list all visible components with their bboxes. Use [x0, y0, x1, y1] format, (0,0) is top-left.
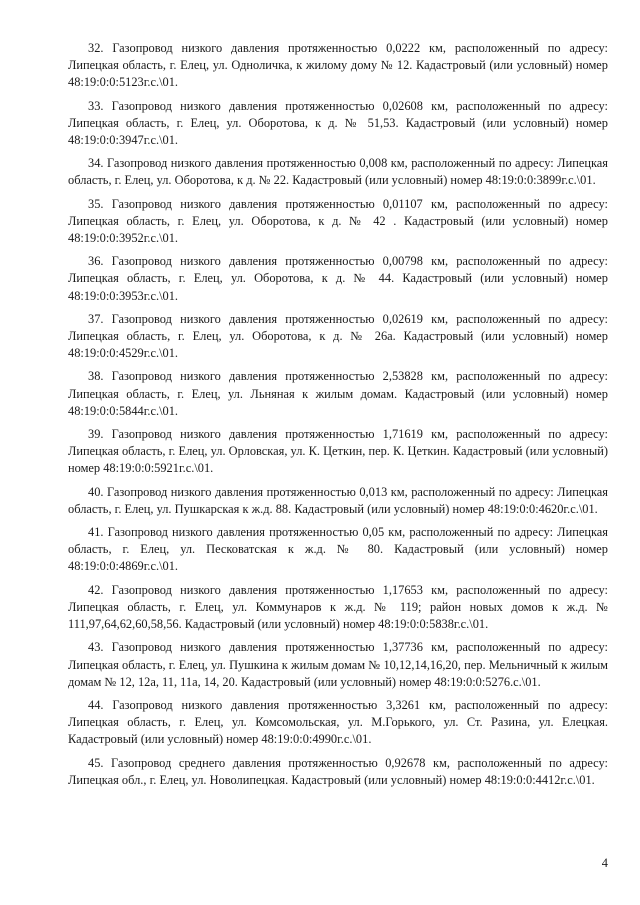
list-item: 32. Газопровод низкого давления протяженностью 0,0222 км, расположенный по адресу: Липецкая область, г. Елец, ул. Одноличка, к жилому дому № 12. Кадастровый (или условный) номер 48:19:0:0:5123г.с.\01.: [68, 41, 608, 90]
list-item: 38. Газопровод низкого давления протяженностью 2,53828 км, расположенный по адресу: Липецкая область, г. Елец, ул. Льняная к жилым домам. Кадастровый (или условный) номер 48:19:0:0:5844г.с.\01.: [68, 369, 608, 418]
list-item: 45. Газопровод среднего давления протяженностью 0,92678 км, расположенный по адресу: Липецкая обл., г. Елец, ул. Новолипецкая. Кадастровый (или условный) номер 48:19:0:0:4412г.с.\01.: [68, 755, 608, 787]
list-item: 43. Газопровод низкого давления протяженностью 1,37736 км, расположенный по адресу: Липецкая область, г. Елец, ул. Пушкина к жилым домам № 10,12,14,16,20, пер. Мельничный к жилым домам № 12, 12а, 11, 11а, 14, 20. Кадастровый (или условный) номер 48:19:0:0:5276.с.\01.: [68, 640, 608, 689]
list-item: 44. Газопровод низкого давления протяженностью 3,3261 км, расположенный по адресу: Липецкая область, г. Елец, ул. Комсомольская, ул. М.Горького, ул. Ст. Разина, ул. Елецкая. Кадастровый (или условный) номер 48:19:0:0:4990г.с.\01.: [68, 697, 608, 747]
list-item: 36. Газопровод низкого давления протяженностью 0,00798 км, расположенный по адресу: Липецкая область, г. Елец, ул. Оборотова, к д. № 44. Кадастровый (или условный) номер 48:19:0:0:3953г.с.\01.: [68, 254, 608, 303]
list-item: 41. Газопровод низкого давления протяженностью 0,05 км, расположенный по адресу: Липецкая область, г. Елец, ул. Песковатская к ж.д. № 80. Кадастровый (или условный) номер 48:19:0:0:4869г.с.\01.: [68, 525, 608, 574]
page-number: 4: [601, 856, 608, 870]
list-item: 35. Газопровод низкого давления протяженностью 0,01107 км, расположенный по адресу: Липецкая область, г. Елец, ул. Оборотова, к д. № 42 . Кадастровый (или условный) номер 48:19:0:0:3952г.с.\01.: [68, 196, 608, 246]
list-item: 37. Газопровод низкого давления протяженностью 0,02619 км, расположенный по адресу: Липецкая область, г. Елец, ул. Оборотова, к д. № 26а. Кадастровый (или условный) номер 48:19:0:0:4529г.с.\01.: [68, 311, 608, 361]
list-item: 34. Газопровод низкого давления протяженностью 0,008 км, расположенный по адресу: Липецкая область, г. Елец, ул. Оборотова, к д. № 22. Кадастровый (или условный) номер 48:19:0:0:3899г.с.\01.: [68, 156, 608, 188]
list-item: 39. Газопровод низкого давления протяженностью 1,71619 км, расположенный по адресу: Липецкая область, г. Елец, ул. Орловская, ул. К. Цеткин, пер. К. Цеткин. Кадастровый (или условный) номер 48:19:0:0:5921г.с.\01.: [68, 427, 608, 476]
list-item: 42. Газопровод низкого давления протяженностью 1,17653 км, расположенный по адресу: Липецкая область, г. Елец, ул. Коммунаров к ж.д. № 119; район новых домов к ж.д. № 111,97,64,62,60,58,56. Кадастровый (или условный) номер 48:19:0:0:5838г.с.\01.: [68, 582, 608, 632]
list-item: 33. Газопровод низкого давления протяженностью 0,02608 км, расположенный по адресу: Липецкая область, г. Елец, ул. Оборотова, к д. № 51,53. Кадастровый (или условный) номер 48:19:0:0:3947г.с.\01.: [68, 98, 608, 148]
document-body: [68, 40, 608, 795]
list-item: 40. Газопровод низкого давления протяженностью 0,013 км, расположенный по адресу: Липецкая область, г. Елец, ул. Пушкарская к ж.д. 88. Кадастровый (или условный) номер 48:19:0:0:4620г.с.\01.: [68, 484, 608, 516]
